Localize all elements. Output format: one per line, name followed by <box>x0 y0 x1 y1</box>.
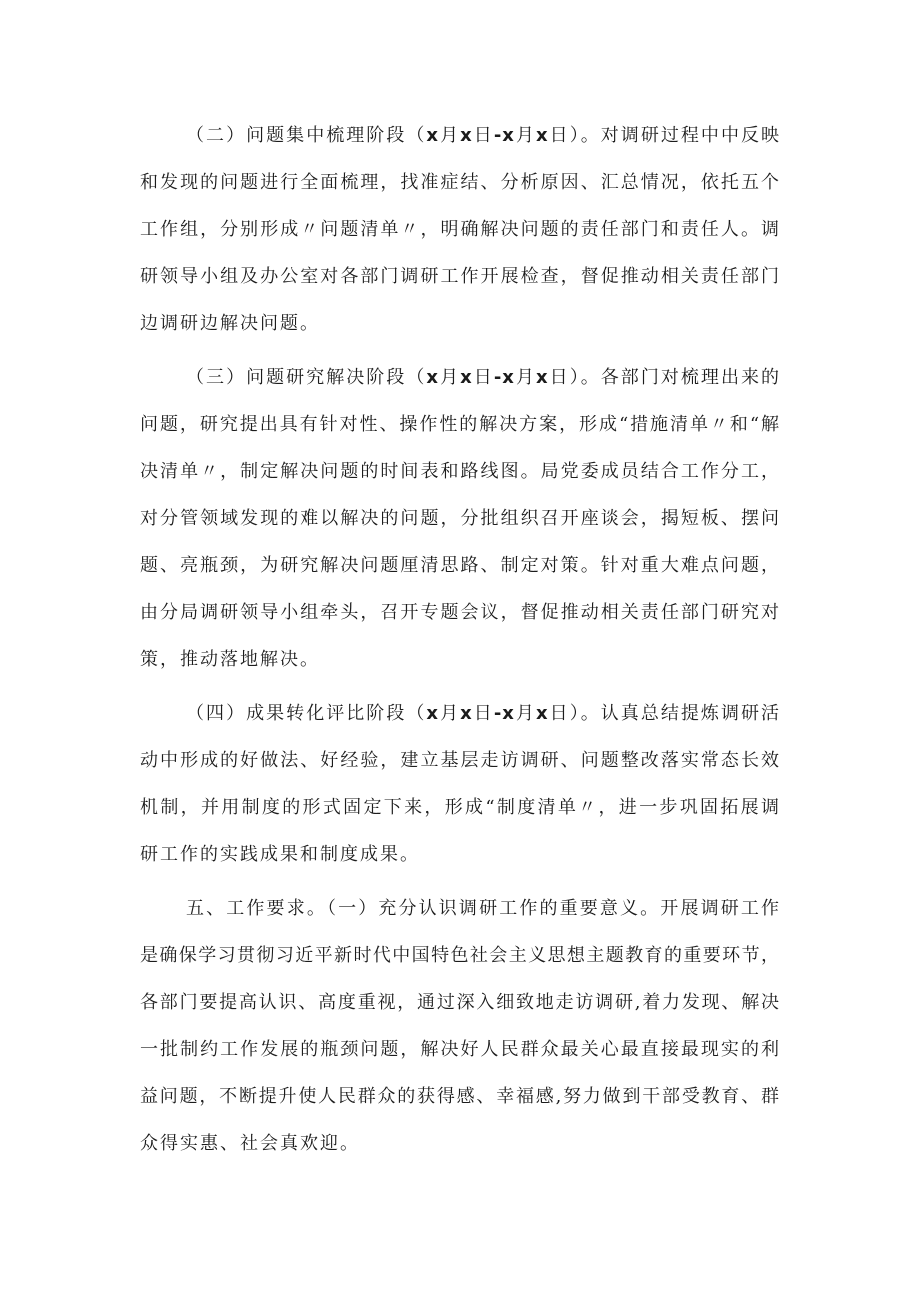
date-placeholder: x <box>536 703 549 724</box>
paragraph-line: 各部门要提高认识、高度重视，通过深入细致地走访调研,着力发现、解决 <box>140 992 780 1013</box>
date-placeholder: -x <box>493 703 515 724</box>
paragraph-line: 工作组，分别形成〃问题清单〃，明确解决问题的责任部门和责任人。调 <box>140 219 780 240</box>
paragraph-problem-solving-stage <box>140 354 780 683</box>
paragraph-line: 动中形成的好做法、好经验，建立基层走访调研、问题整改落实常态长效 <box>140 750 780 771</box>
paragraph-line: 对分管领域发现的难以解决的问题，分批组织召开座谈会，揭短板、摆问 <box>140 508 780 529</box>
paragraph-problem-sorting-stage <box>140 112 780 347</box>
paragraph-line: （二）问题集中梳理阶段（x月x日-x月x日）。对调研过程中中反映 <box>186 125 781 146</box>
paragraph-line: 研领导小组及办公室对各部门调研工作开展检查，督促推动相关责任部门 <box>140 266 780 287</box>
paragraph-line: 益问题，不断提升使人民群众的获得感、幸福感,努力做到干部受教育、群 <box>140 1086 780 1107</box>
paragraph-work-requirements <box>140 885 780 1167</box>
paragraph-line: 五、工作要求。（一）充分认识调研工作的重要意义。开展调研工作 <box>186 898 780 919</box>
paragraph-line: （三）问题研究解决阶段（x月x日-x月x日）。各部门对梳理出来的 <box>186 367 781 388</box>
date-placeholder: x <box>460 703 473 724</box>
paragraph-line: 机制，并用制度的形式固定下来，形成“制度清单〃，进一步巩固拓展调 <box>140 797 780 818</box>
date-placeholder: x <box>426 703 440 724</box>
paragraph-line: 题、亮瓶颈，为研究解决问题厘清思路、制定对策。针对重大难点问题， <box>140 555 780 576</box>
paragraph-line: 策，推动落地解决。 <box>140 649 320 670</box>
date-placeholder: x <box>460 125 473 146</box>
paragraph-line: 研工作的实践成果和制度成果。 <box>140 844 420 865</box>
date-placeholder: x <box>536 125 549 146</box>
document-body <box>140 112 780 1167</box>
paragraph-line: 决清单〃，制定解决问题的时间表和路线图。局党委成员结合工作分工， <box>140 461 780 482</box>
date-placeholder: x <box>460 367 473 388</box>
paragraph-line: 边调研边解决问题。 <box>140 313 320 334</box>
date-placeholder: x <box>426 125 440 146</box>
paragraph-line: 由分局调研领导小组牵头，召开专题会议，督促推动相关责任部门研究对 <box>140 602 780 623</box>
date-placeholder: -x <box>493 125 515 146</box>
paragraph-line: 一批制约工作发展的瓶颈问题，解决好人民群众最关心最直接最现实的利 <box>140 1039 780 1060</box>
paragraph-results-evaluation-stage <box>140 690 780 878</box>
date-placeholder: x <box>536 367 549 388</box>
paragraph-line: 众得实惠、社会真欢迎。 <box>140 1133 360 1154</box>
date-placeholder: -x <box>493 367 515 388</box>
paragraph-line: 是确保学习贯彻习近平新时代中国特色社会主义思想主题教育的重要环节， <box>140 945 780 966</box>
paragraph-line: 问题，研究提出具有针对性、操作性的解决方案，形成“措施清单〃和“解 <box>140 414 780 435</box>
paragraph-line: （四）成果转化评比阶段（x月x日-x月x日）。认真总结提炼调研活 <box>186 703 781 724</box>
date-placeholder: x <box>426 367 440 388</box>
paragraph-line: 和发现的问题进行全面梳理，找准症结、分析原因、汇总情况，依托五个 <box>140 172 780 193</box>
